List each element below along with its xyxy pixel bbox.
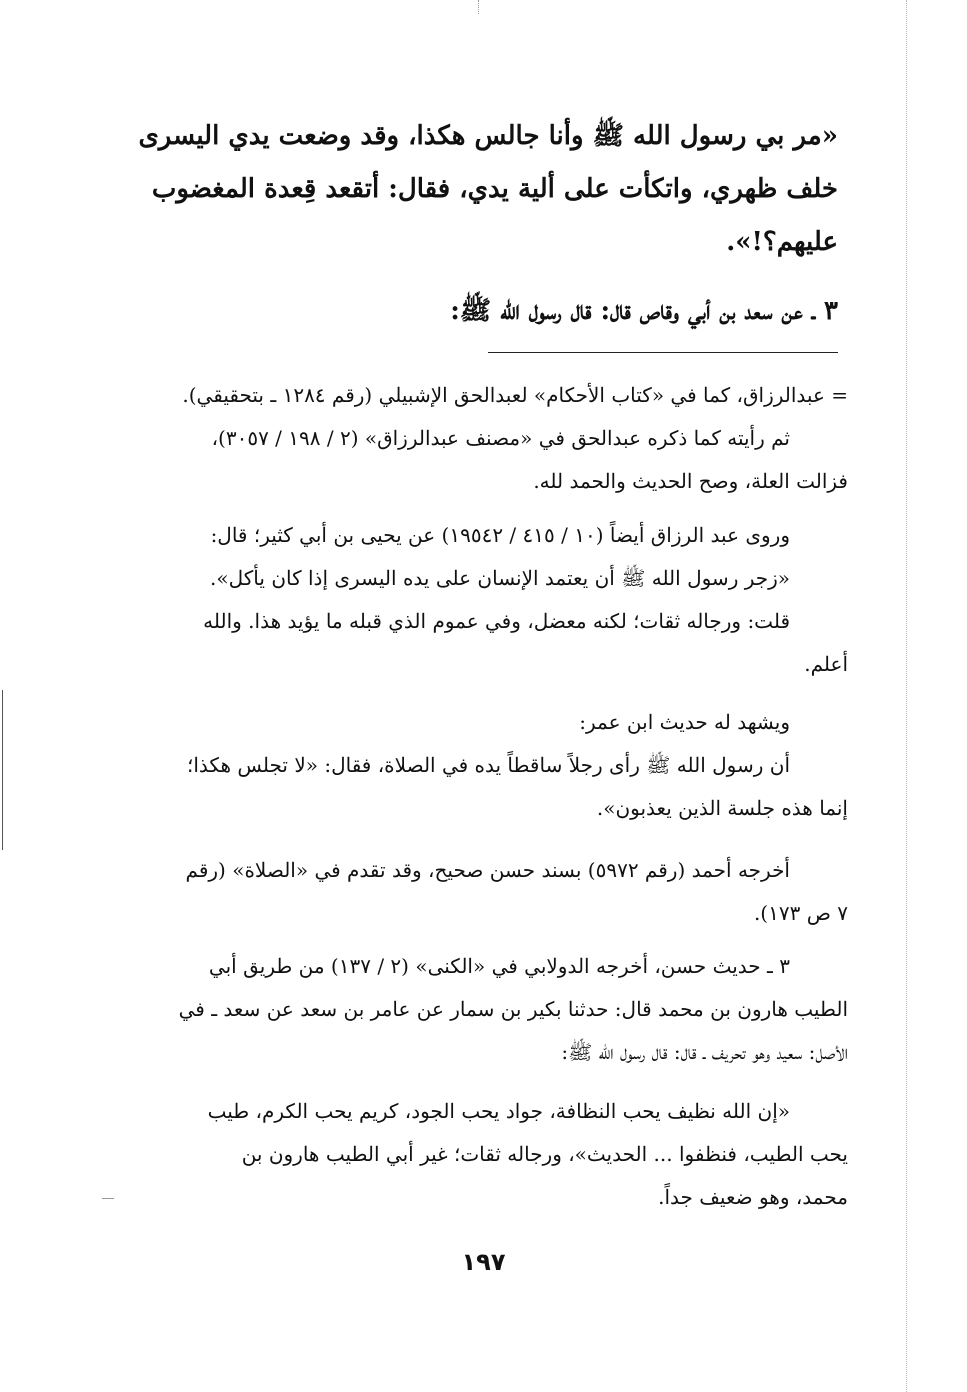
footnote-line: «إن الله نظيف يحب النظافة، جواد يحب الجود، كريم يحب الكرم، طيب: [207, 1099, 790, 1123]
footnote-line: أعلم.: [804, 652, 848, 676]
footnote-line: «زجر رسول الله ﷺ أن يعتمد الإنسان على يده اليسرى إذا كان يأكل».: [210, 566, 790, 590]
footnote-line: ثم رأيته كما ذكره عبدالحق في «مصنف عبدالرزاق» (٢ / ١٩٨ / ٣٠٥٧)،: [211, 426, 790, 450]
footnote-line: إنما هذه جلسة الذين يعذبون».: [596, 796, 848, 820]
footnote-line: أخرجه أحمد (رقم ٥٩٧٢) بسند حسن صحيح، وقد تقدم في «الصلاة» (رقم: [185, 858, 790, 882]
footnote-line: ٧ ص ١٧٣).: [753, 901, 848, 925]
footnote-line: الأصل: سعيد وهو تحريف ـ قال: قال رسول الله ﷺ:: [561, 1040, 848, 1064]
scan-artifact-left: [102, 1198, 114, 1199]
footnote-line: فزالت العلة، وصح الحديث والحمد لله.: [533, 469, 848, 493]
main-line: عليهم؟!».: [726, 227, 838, 257]
footnote-line: محمد، وهو ضعيف جداً.: [658, 1185, 848, 1209]
main-quote-block: [118, 110, 838, 269]
hadith-heading-block: [118, 285, 838, 338]
footnote-block: [118, 849, 848, 935]
main-line: خلف ظهري، واتكأت على ألية يدي، فقال: أتقعد قِعدة المغضوب: [151, 174, 838, 204]
scan-edge-left: [2, 690, 3, 850]
footnote-block: [118, 701, 848, 830]
footnote-line: أن رسول الله ﷺ رأى رجلاً ساقطاً يده في الصلاة، فقال: «لا تجلس هكذا؛: [187, 753, 790, 777]
footnote-line: قلت: ورجاله ثقات؛ لكنه معضل، وفي عموم الذي قبله ما يؤيد هذا. والله: [203, 609, 790, 633]
footnote-line: ٣ ـ حديث حسن، أخرجه الدولابي في «الكنى» (٢ / ١٣٧) من طريق أبي: [208, 954, 790, 978]
footnote-line: الطيب هارون بن محمد قال: حدثنا بكير بن سمار عن عامر بن سعد عن سعد ـ في: [178, 997, 848, 1021]
scan-artifact-top: [478, 0, 480, 14]
hadith-heading: ٣ ـ عن سعد بن أبي وقاص قال: قال رسول الله ﷺ:: [450, 296, 838, 326]
footnote-separator: [488, 352, 838, 353]
footnote-line: = عبدالرزاق، كما في «كتاب الأحكام» لعبدالحق الإشبيلي (رقم ١٢٨٤ ـ بتحقيقي).: [182, 383, 848, 407]
footnote-line: وروى عبد الرزاق أيضاً (١٠ / ٤١٥ / ١٩٥٤٢) عن يحيى بن أبي كثير؛ قال:: [210, 523, 790, 547]
footnote-block: [118, 945, 848, 1074]
page-number: ١٩٧: [461, 1248, 506, 1276]
main-line: «مر بي رسول الله ﷺ وأنا جالس هكذا، وقد وضعت يدي اليسرى: [138, 121, 838, 151]
footnote-line: يحب الطيب، فنظفوا ... الحديث»، ورجاله ثقات؛ غير أبي الطيب هارون بن: [241, 1142, 848, 1166]
scan-edge-right: [906, 0, 907, 1392]
footnote-block: [118, 1090, 848, 1219]
footnote-block: [118, 374, 848, 503]
footnote-block: [118, 514, 848, 686]
footnote-line: ويشهد له حديث ابن عمر:: [579, 710, 790, 734]
